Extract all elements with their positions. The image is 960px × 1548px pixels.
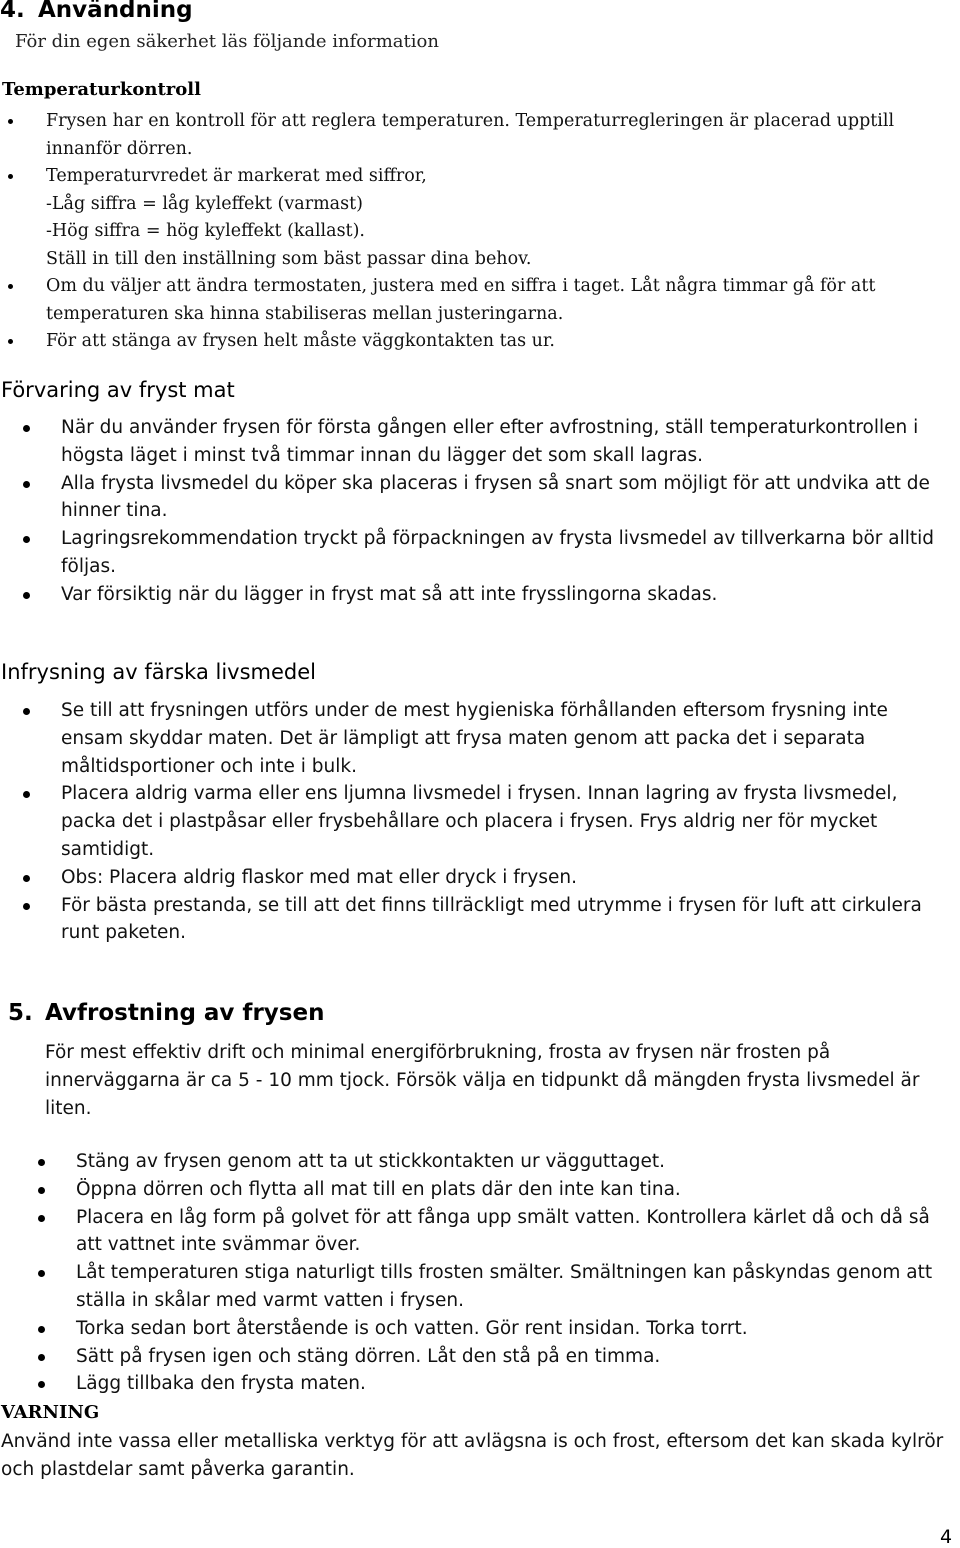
list-item: Öppna dörren och flytta all mat till en plats där den inte kan tina. (76, 1176, 956, 1204)
list-item: Se till att frysningen utförs under de mest hygieniska förhållanden eftersom frysning inte ensam skyddar maten. Det är lämpligt att frysa maten genom att packa det i separata måltidsportioner och inte i bulk. (61, 697, 951, 780)
warning-text: Använd inte vassa eller metalliska verktyg för att avlägsna is och frost, eftersom det kan skada kylrör och plastdelar samt påverka garantin. (1, 1431, 944, 1480)
defrost-steps-list (76, 1148, 956, 1398)
temperature-list (46, 108, 946, 356)
frozen-food-storage-heading: Förvaring av fryst mat (1, 378, 235, 402)
section-5-intro: För mest effektiv drift och minimal energiförbrukning, frosta av frysen när frosten på innerväggarna är ca 5 - 10 mm tjock. Försök välja en tidpunkt då mängden frysta livsmedel är liten. (45, 1042, 920, 1119)
list-item: Torka sedan bort återstående is och vatten. Gör rent insidan. Torka torrt. (76, 1315, 956, 1343)
list-item: Om du väljer att ändra termostaten, justera med en siffra i taget. Låt några timmar gå för att temperaturen ska hinna stabiliseras mellan justeringarna. (46, 273, 946, 328)
list-item: Lägg tillbaka den frysta maten. (76, 1370, 956, 1398)
list-item: När du använder frysen för första gången eller efter avfrostning, ställ temperaturkontrollen i högsta läget i minst två timmar innan du lägger det som skall lagras. (61, 414, 951, 470)
temperature-control-heading: Temperaturkontroll (2, 79, 201, 100)
section-4-title: Användning (38, 0, 193, 23)
section-4-number: 4. (0, 0, 25, 23)
freezing-list (61, 697, 951, 947)
list-item: Låt temperaturen stiga naturligt tills frosten smälter. Smältningen kan påskyndas genom att ställa in skålar med varmt vatten i frysen. (76, 1259, 956, 1315)
section-4-intro: För din egen säkerhet läs följande information (15, 31, 439, 52)
list-item: Sätt på frysen igen och stäng dörren. Låt den stå på en timma. (76, 1343, 956, 1371)
list-item: För bästa prestanda, se till att det finns tillräckligt med utrymme i frysen för luft att cirkulera runt paketen. (61, 892, 951, 948)
list-item: För att stänga av frysen helt måste väggkontakten tas ur. (46, 328, 946, 356)
section-5-heading (8, 1000, 324, 1026)
list-item: Obs: Placera aldrig flaskor med mat eller dryck i frysen. (61, 864, 951, 892)
list-item: Temperaturvredet är markerat med siffror, -Låg siffra = låg kyleffekt (varmast) -Hög siffra = hög kyleffekt (kallast). Ställ in till den inställning som bäst passar dina behov. (46, 163, 946, 273)
list-item: Alla frysta livsmedel du köper ska placeras i frysen så snart som möjligt för att undvika att de hinner tina. (61, 470, 951, 526)
section-5-title: Avfrostning av frysen (45, 1000, 325, 1026)
list-item: Frysen har en kontroll för att reglera temperaturen. Temperaturregleringen är placerad upptill innanför dörren. (46, 108, 946, 163)
section-4-heading (0, 0, 193, 23)
fresh-food-freezing-heading: Infrysning av färska livsmedel (1, 660, 316, 684)
list-item: Stäng av frysen genom att ta ut stickkontakten ur vägguttaget. (76, 1148, 956, 1176)
section-5-number: 5. (8, 1000, 33, 1026)
warning-label: VARNING (1, 1402, 100, 1423)
list-item: Var försiktig när du lägger in fryst mat så att inte frysslingorna skadas. (61, 581, 951, 609)
page-number: 4 (940, 1526, 953, 1548)
list-item: Placera aldrig varma eller ens ljumna livsmedel i frysen. Innan lagring av frysta livsmedel, packa det i plastpåsar eller frysbehållare och placera i frysen. Frys aldrig ner för mycket samtidigt. (61, 780, 951, 863)
list-item: Lagringsrekommendation tryckt på förpackningen av frysta livsmedel av tillverkarna bör alltid följas. (61, 525, 951, 581)
list-item: Placera en låg form på golvet för att fånga upp smält vatten. Kontrollera kärlet då och då så att vattnet inte svämmar över. (76, 1204, 956, 1260)
storage-list (61, 414, 951, 609)
